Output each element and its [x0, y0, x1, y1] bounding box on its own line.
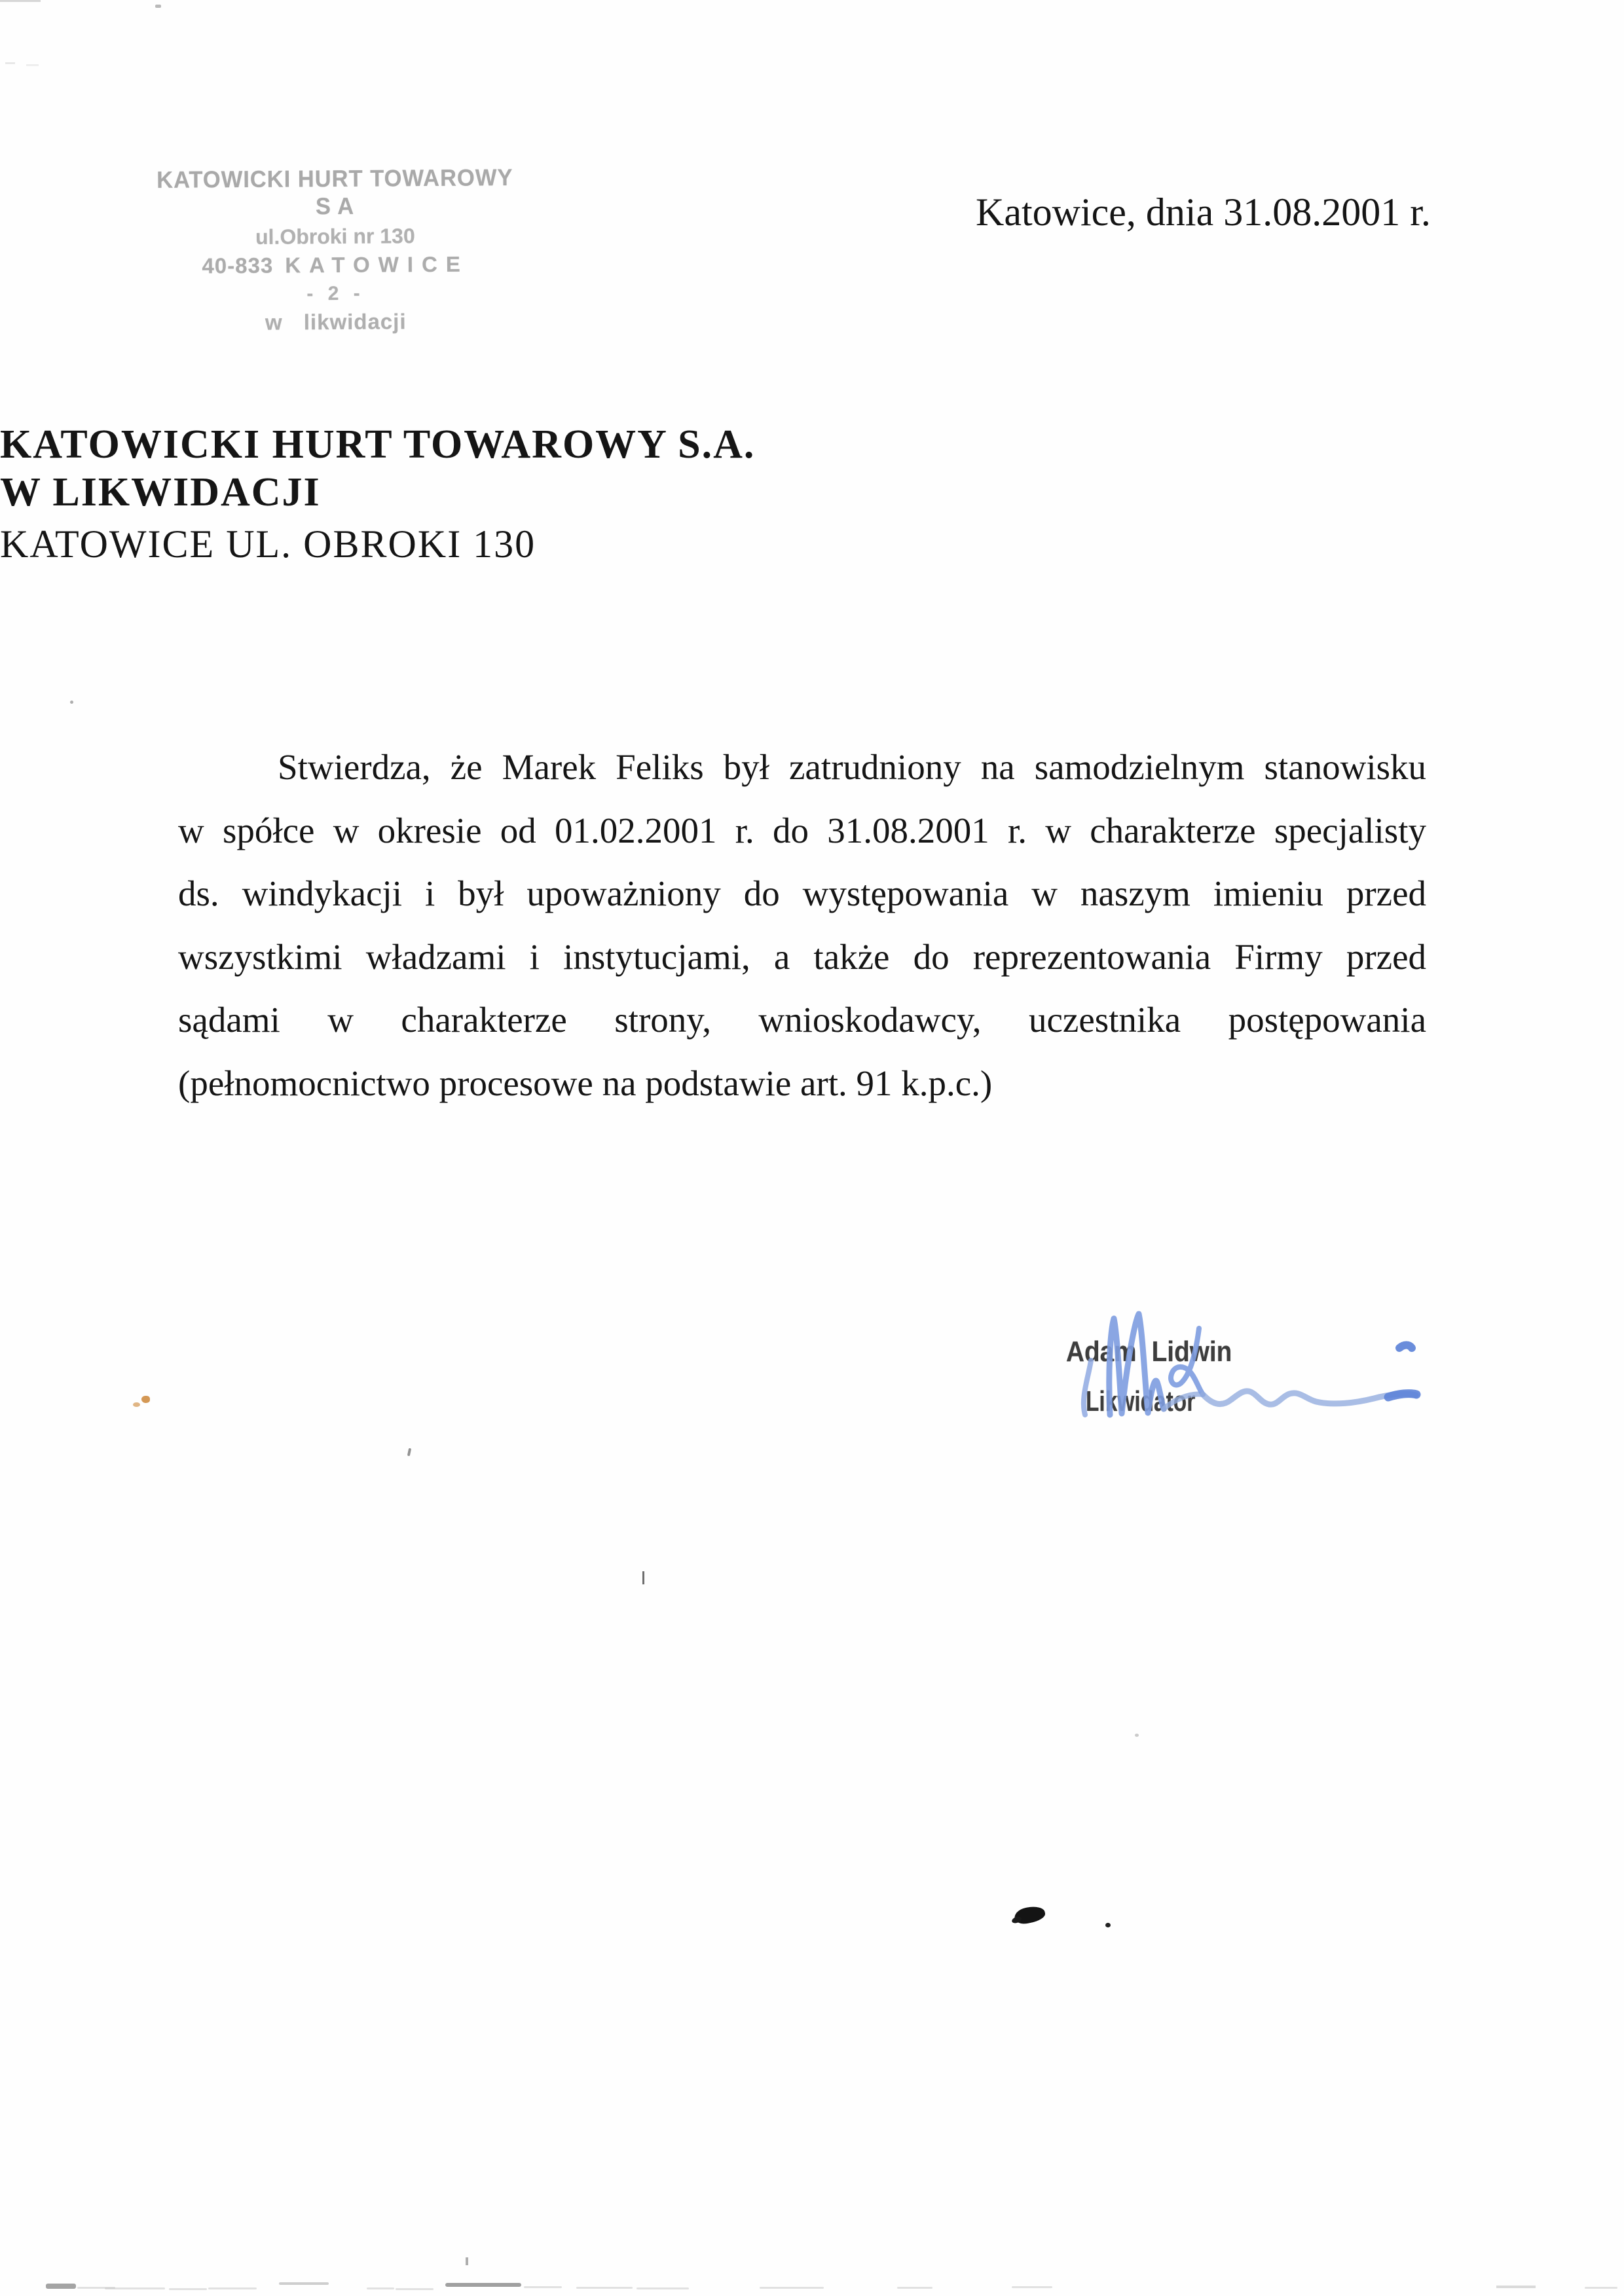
body-line: (pełnomocnictwo procesowe na podstawie art. 91 k.p.c.) [178, 1063, 993, 1103]
bottom-edge-smudge [367, 2287, 394, 2289]
body-line: ds. windykacji i był upoważniony do występowania w naszym imieniu przed [178, 873, 1426, 913]
scan-artifact [26, 64, 39, 66]
scan-artifact [155, 5, 161, 8]
body-paragraph [178, 736, 1426, 1115]
stamp-city: KATOWICE [285, 251, 469, 278]
stamp-street: ul.Obroki nr 130 [255, 224, 415, 249]
bottom-edge-smudge [637, 2287, 689, 2289]
scan-artifact [5, 62, 15, 64]
signatory-name-stamp: Adam Lidwin [1066, 1336, 1232, 1368]
handwritten-signature [1048, 1296, 1441, 1427]
bottom-edge-smudge [169, 2288, 207, 2290]
letterhead-address: KATOWICE UL. OBROKI 130 [0, 522, 536, 566]
body-line: wszystkimi władzami i instytucjami, a także do reprezentowania Firmy przed [178, 936, 1426, 977]
bottom-edge-smudge [524, 2286, 562, 2288]
bottom-edge-smudge [208, 2287, 257, 2289]
signatory-title-stamp: Likwidator [1086, 1385, 1196, 1417]
body-line: w spółce w okresie od 01.02.2001 r. do 31.08.2001 r. w charakterze specjalisty [178, 810, 1426, 850]
stamp-number: - 2 - [306, 282, 365, 305]
scan-artifact [70, 701, 73, 704]
date-line: Katowice, dnia 31.08.2001 r. [976, 191, 1431, 234]
scan-artifact [407, 1448, 411, 1457]
bottom-edge-smudge [760, 2287, 824, 2289]
letterhead-company-name: KATOWICKI HURT TOWAROWY S.A. [0, 422, 756, 467]
scan-artifact [466, 2257, 468, 2265]
stamp-city-line [139, 251, 532, 279]
bottom-edge-smudge [46, 2284, 76, 2289]
scan-artifact [1135, 1734, 1139, 1737]
paper-speck-artifact [141, 1396, 150, 1403]
bottom-edge-smudge [1585, 2287, 1617, 2289]
letterhead-liquidation: W LIKWIDACJI [0, 470, 321, 515]
ink-blot-artifact [1011, 1916, 1022, 1925]
bottom-edge-smudge [105, 2287, 165, 2289]
bottom-edge-smudge [396, 2288, 434, 2290]
bottom-edge-smudge [576, 2287, 633, 2289]
body-line: Stwierdza, że Marek Feliks był zatrudniony na samodzielnym stanowisku [278, 747, 1426, 787]
paper-speck-artifact [133, 1402, 140, 1407]
scan-edge-artifact [0, 0, 41, 2]
company-address-stamp [138, 164, 532, 336]
bottom-edge-smudge [77, 2287, 115, 2289]
bottom-edge-smudge [1496, 2286, 1536, 2288]
bottom-edge-smudge [279, 2282, 329, 2285]
bottom-edge-smudge [445, 2283, 521, 2287]
stamp-company-name: KATOWICKI HURT TOWAROWY S A [156, 164, 513, 220]
scan-artifact [642, 1571, 644, 1584]
stamp-zip: 40-833 [202, 253, 274, 278]
body-line: sądami w charakterze strony, wnioskodawcy, uczestnika postępowania [178, 1000, 1426, 1040]
stamp-liquidation-note: w likwidacji [265, 309, 407, 335]
ink-blot-artifact [1013, 1904, 1046, 1926]
bottom-edge-smudge [897, 2287, 932, 2289]
ink-dot-artifact [1105, 1923, 1111, 1927]
bottom-edge-smudge [1012, 2286, 1052, 2288]
